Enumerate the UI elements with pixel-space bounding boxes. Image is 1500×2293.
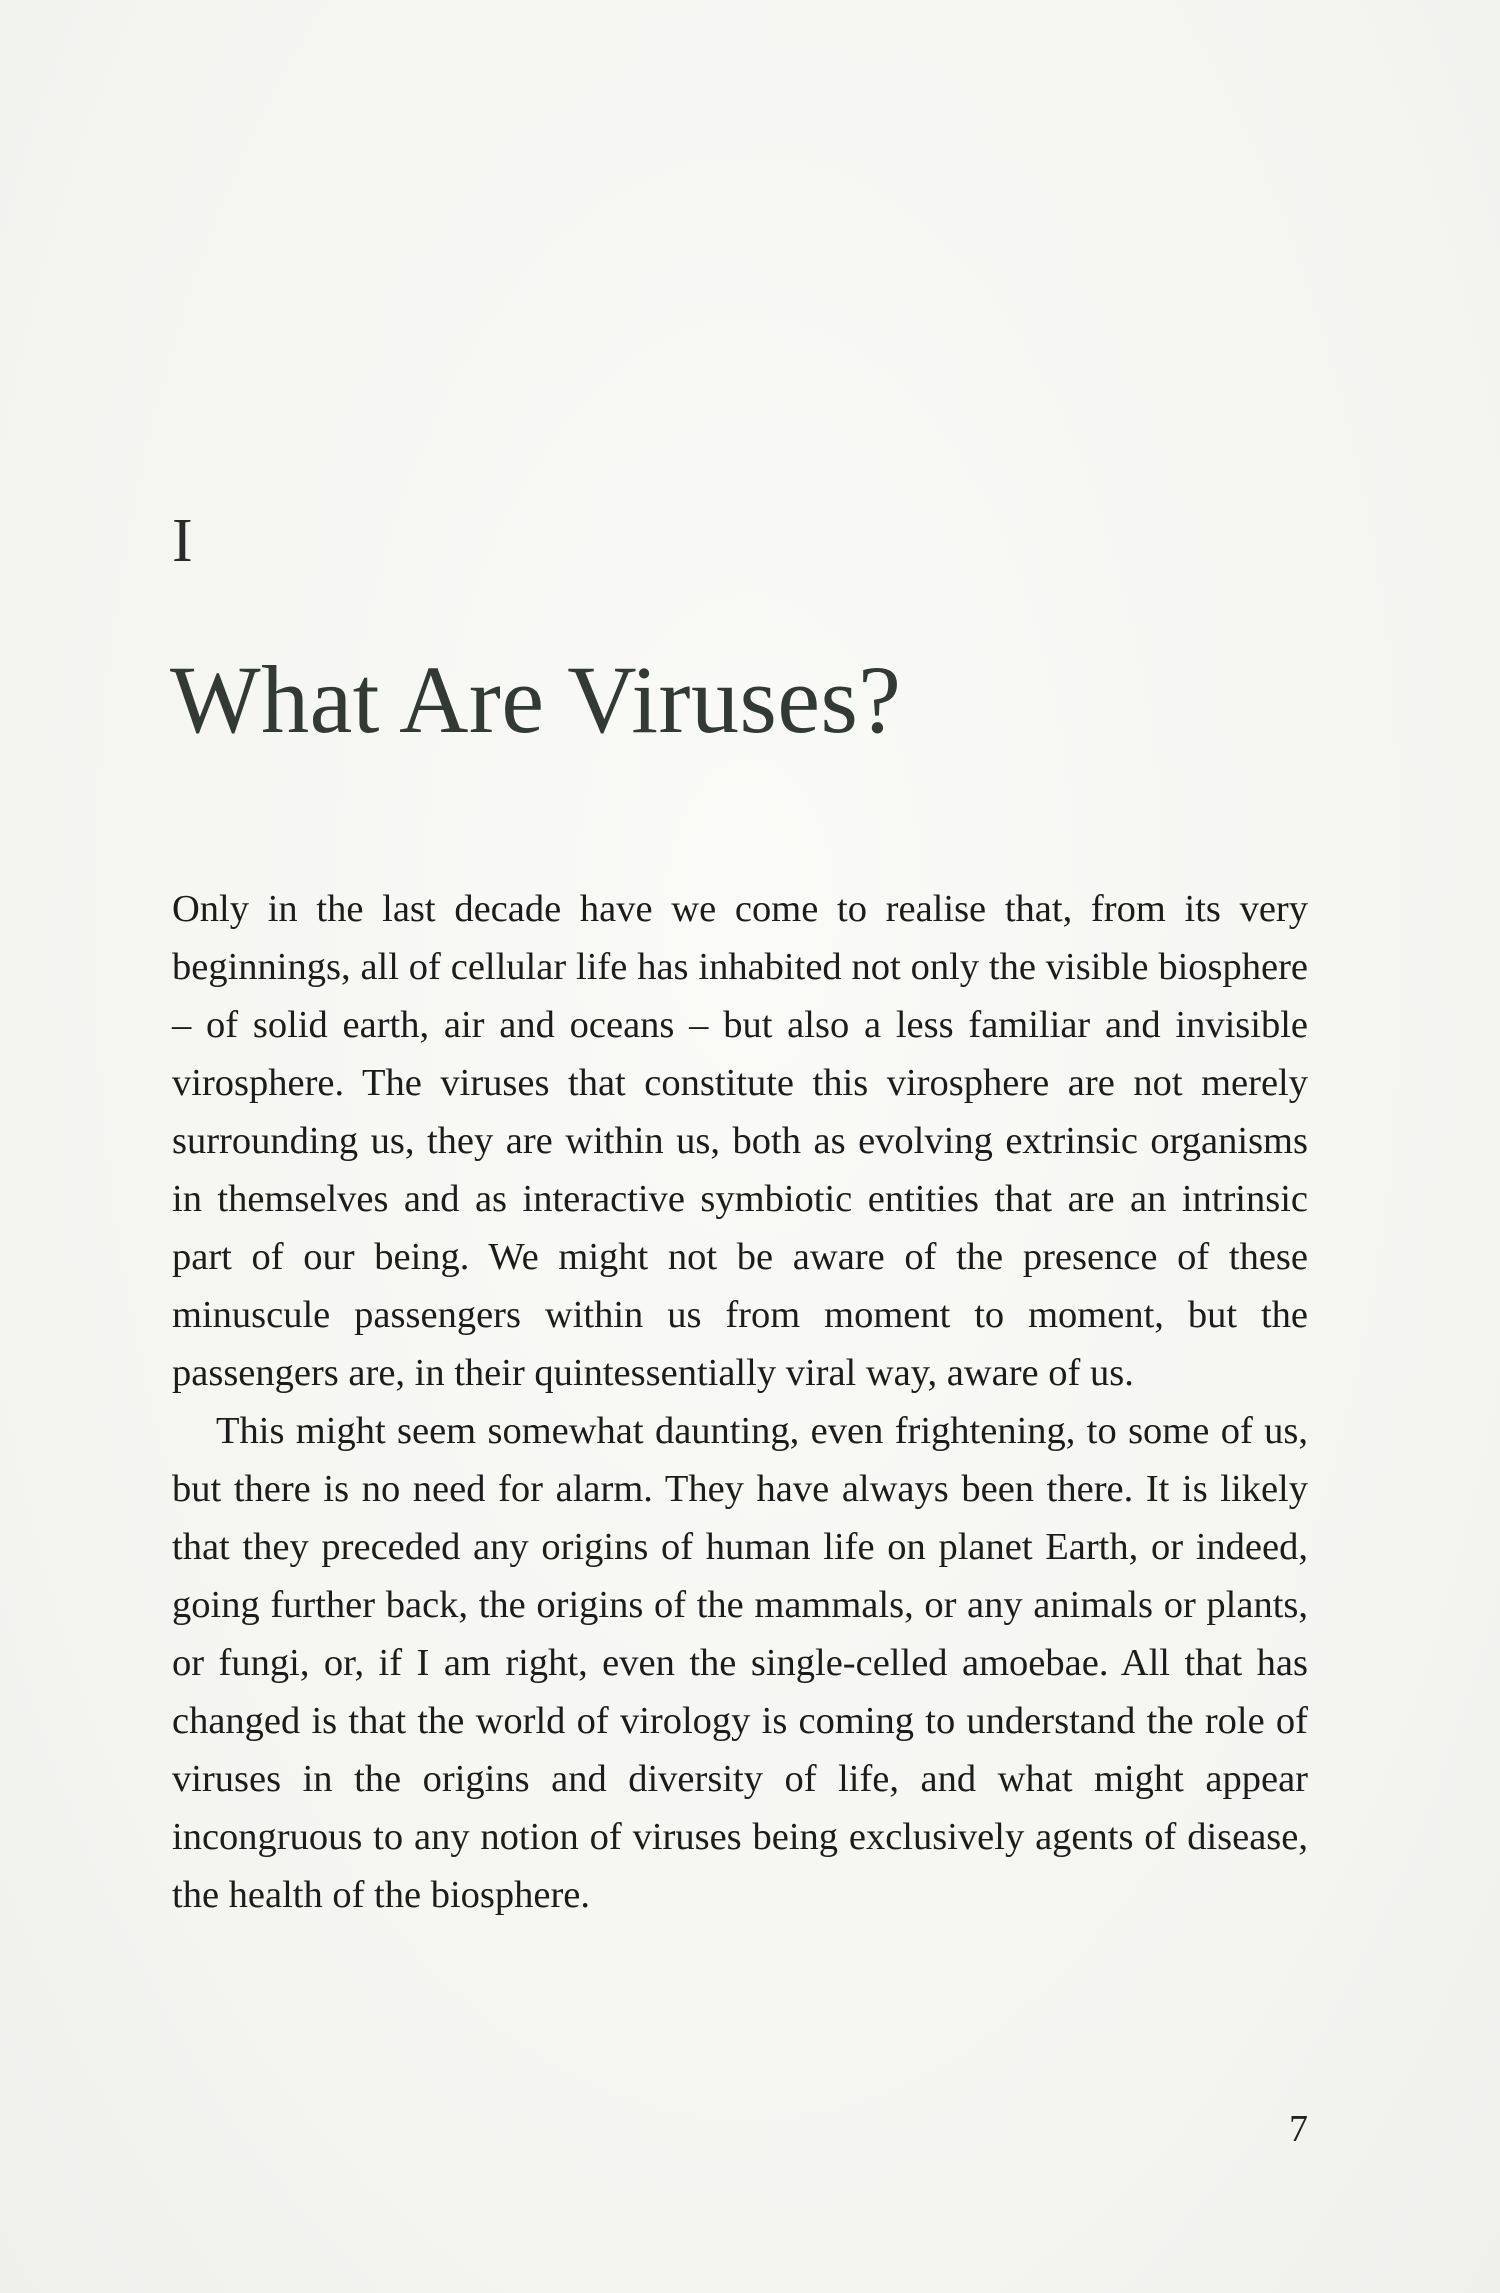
- chapter-number: I: [172, 507, 193, 575]
- paragraph-1: Only in the last decade have we come to realise that, from its very beginnings, all of cellular life has inhabited not only the visible biosphere – of solid earth, air and oceans – but also a less familiar and invisible virosphere. The viruses that constitute this virosphere are not merely surrounding us, they are within us, both as evolving extrinsic organisms in themselves and as interactive symbiotic entities that are an intrinsic part of our being. We might not be aware of the presence of these minuscule passengers within us from moment to moment, but the passengers are, in their quintessentially viral way, aware of us.: [172, 888, 1308, 1394]
- paragraph-2: This might seem somewhat daunting, even frightening, to some of us, but there is no need for alarm. They have always been there. It is likely that they preceded any origins of human life on planet Earth, or indeed, going further back, the origins of the mammals, or any animals or plants, or fungi, or, if I am right, even the single-celled amoebae. All that has changed is that the world of virology is coming to understand the role of viruses in the origins and diversity of life, and what might appear incongruous to any notion of viruses being exclusively agents of disease, the health of the biosphere.: [172, 1410, 1308, 1916]
- page-number: 7: [1289, 2108, 1308, 2150]
- chapter-title: What Are Viruses?: [170, 646, 902, 753]
- body-text: [172, 880, 1308, 1924]
